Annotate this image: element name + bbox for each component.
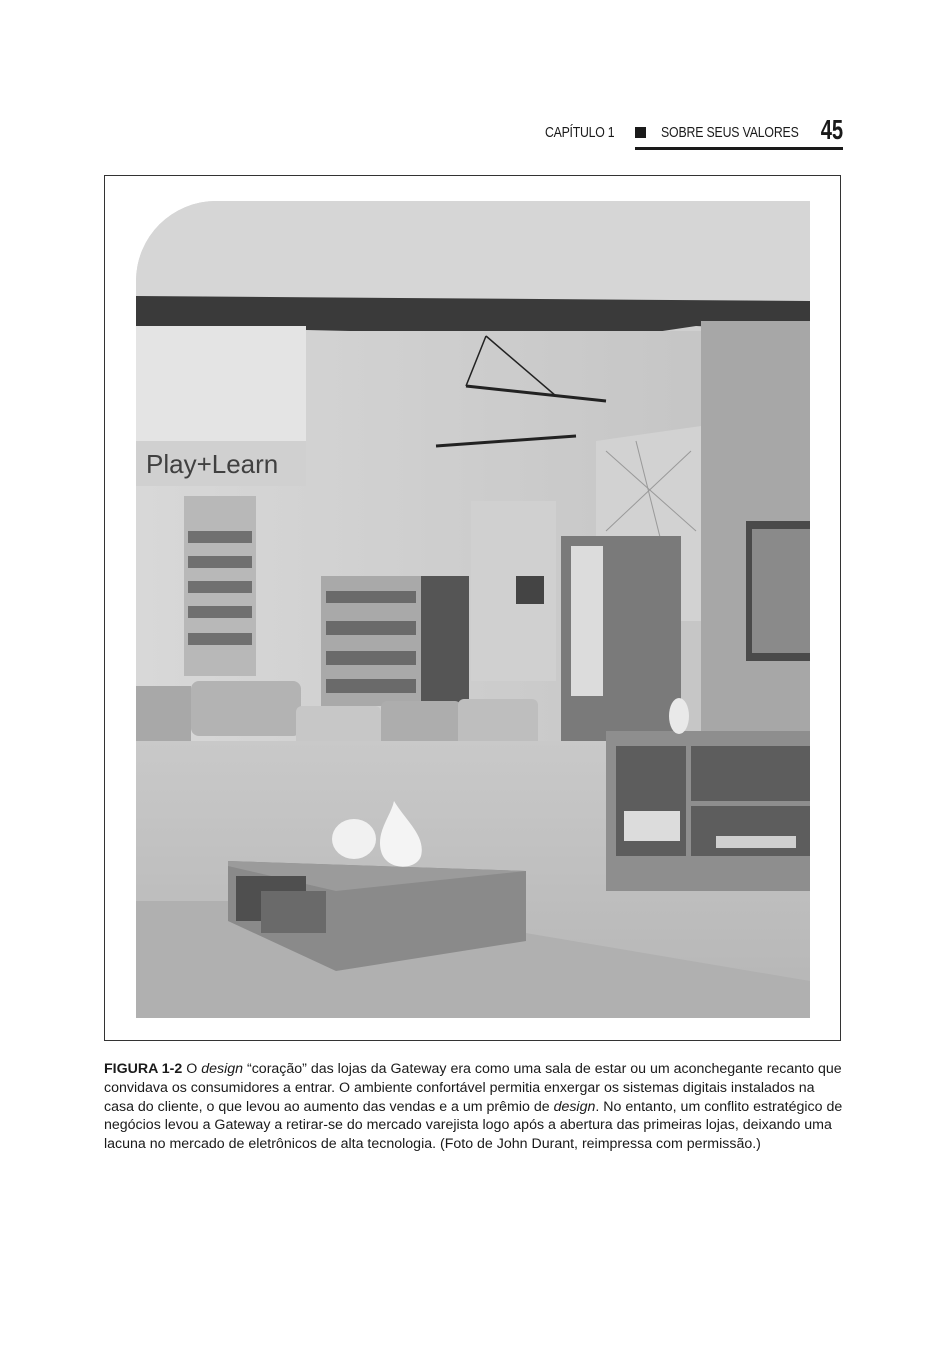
caption-text-3: . No entanto, um conflito estratégico de negócios levou a Gateway a retirar-se do mercado varejista logo após a abertura das primeiras lojas, deixando uma lacuna no mercado de eletrônicos de alta tecnologia. (Foto de John Durant, reimpressa com permissão.) — [104, 1098, 843, 1153]
caption-text-2: “coração” das lojas da Gateway era como uma sala de estar ou um aconchegante recanto que convidava os consumidores a entrar. O ambiente confortável permitia enxergar os sistemas digitais instalados na casa do cliente, o que levou ao aumento das vendas e a um prêmio de — [104, 1061, 842, 1115]
figure-label: FIGURA 1-2 — [104, 1061, 183, 1077]
caption-emphasis-1: design — [201, 1061, 244, 1077]
chapter-label: CAPÍTULO 1 — [545, 124, 615, 141]
square-bullet-icon — [635, 127, 646, 138]
figure-frame — [104, 175, 841, 1041]
play-learn-sign: Play+Learn — [146, 449, 279, 479]
page-number: 45 — [820, 114, 843, 145]
caption-text-1: O — [182, 1061, 202, 1077]
section-title: SOBRE SEUS VALORES — [661, 124, 799, 141]
store-interior-photo — [136, 201, 810, 1018]
caption-emphasis-2: design — [553, 1098, 596, 1115]
running-head — [545, 114, 843, 150]
header-rule — [635, 147, 843, 150]
figure-caption — [104, 1060, 844, 1154]
